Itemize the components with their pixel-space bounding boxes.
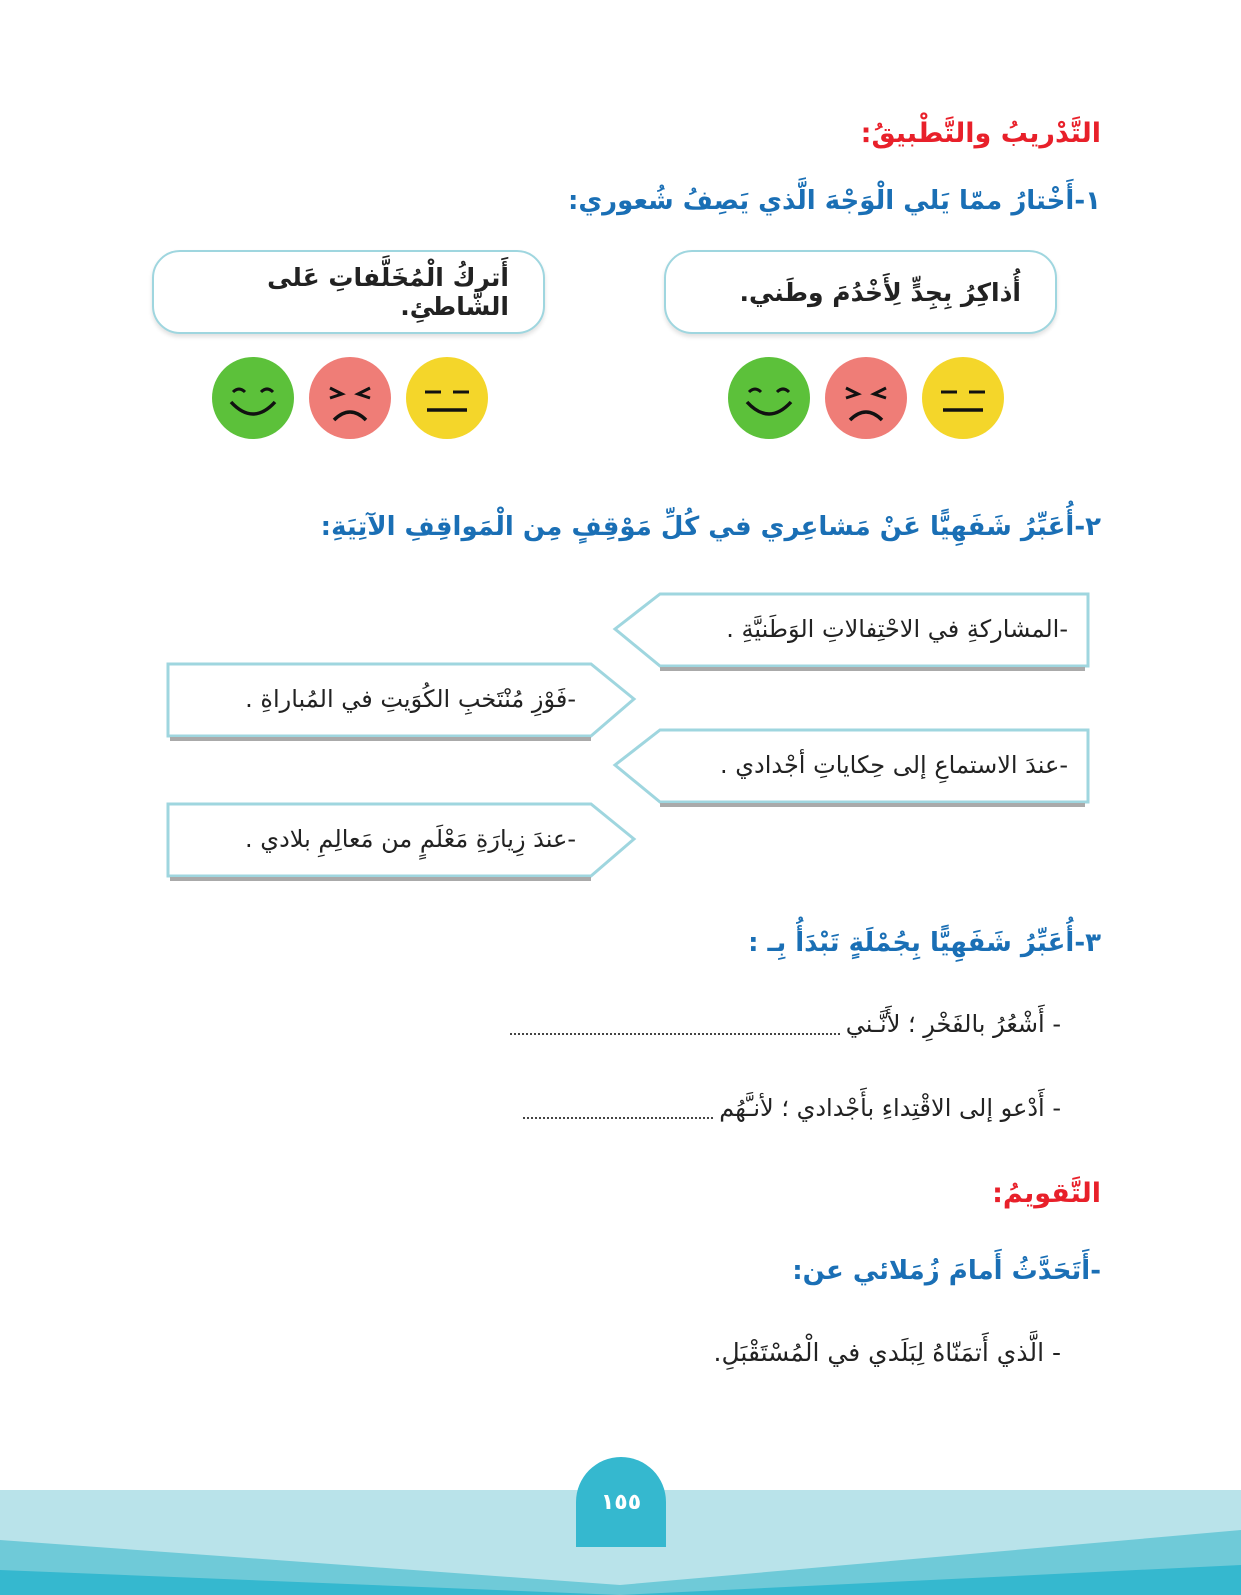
page-number: ١٥٥ (576, 1457, 666, 1547)
situation-tag-2-text: -فَوْزِ مُنْتَخبِ الكُوَيتِ في المُباراةِ . (245, 685, 576, 713)
situation-tag-1 (615, 592, 1090, 672)
happy-face-icon[interactable] (727, 356, 811, 440)
statement-card-2 (152, 250, 545, 334)
question-3-number: ٣- (1074, 928, 1101, 958)
question-1 (568, 186, 1101, 216)
evaluation-prompt: -أَتَحَدَّثُ أَمامَ زُمَلائي عن: (792, 1256, 1101, 1286)
question-2-text: أُعَبِّرُ شَفَهِيًّا عَنْ مَشاعِري في كُلِّ مَوْقِفٍ مِن الْمَواقِفِ الآتِيَةِ: (320, 512, 1075, 542)
statement-card-1 (664, 250, 1057, 334)
sentence-line-1 (510, 1010, 1061, 1038)
question-3-text: أُعَبِّرُ شَفَهِيًّا بِجُمْلَةٍ تَبْدَأُ بِـ : (748, 928, 1075, 958)
question-1-text: أَخْتارُ ممّا يَلي الْوَجْهَ الَّذي يَصِفُ شُعوري: (567, 186, 1075, 216)
sentence-line-2-text: - أَدْعو إلى الاقْتِداءِ بأَجْدادي ؛ لأنـَّهُم (719, 1094, 1061, 1122)
neutral-face-icon[interactable] (405, 356, 489, 440)
situation-tag-4-text: -عندَ زِيارَةِ مَعْلَمٍ من مَعالِمِ بلادي . (245, 825, 576, 853)
face-options-2 (211, 350, 511, 450)
answer-blank-2[interactable] (523, 1099, 713, 1119)
sentence-line-1-text: - أَشْعُرُ بالفَخْرِ ؛ لأَنَّـني (845, 1010, 1061, 1038)
statement-card-2-text: أَتركُ الْمُخَلَّفاتِ عَلى الشّاطئِ. (267, 263, 509, 321)
question-2 (321, 512, 1101, 542)
face-options-1 (727, 350, 1027, 450)
evaluation-line: - الَّذي أَتمَنّاهُ لِبَلَدي في الْمُسْتَقْبَلِ. (713, 1338, 1061, 1367)
sentence-line-2 (523, 1094, 1061, 1122)
situation-tag-2 (166, 662, 636, 742)
situation-tag-4 (166, 802, 636, 882)
question-2-number: ٢- (1074, 512, 1101, 542)
statement-card-1-text: أُذاكِرُ بِجِدٍّ لِأَخْدُمَ وطَني. (739, 277, 1021, 307)
question-1-number: ١- (1074, 186, 1101, 216)
question-3 (748, 928, 1101, 958)
neutral-face-icon[interactable] (921, 356, 1005, 440)
answer-blank-1[interactable] (510, 1015, 840, 1035)
sad-face-icon[interactable] (824, 356, 908, 440)
sad-face-icon[interactable] (308, 356, 392, 440)
happy-face-icon[interactable] (211, 356, 295, 440)
section-title-training: التَّدْريبُ والتَّطْبيقُ: (860, 118, 1101, 149)
situation-tag-3-text: -عندَ الاستماعِ إلى حِكاياتِ أجْدادي . (719, 751, 1068, 779)
situation-tag-3 (615, 728, 1090, 808)
section-title-evaluation: التَّقويمُ: (992, 1178, 1101, 1209)
situation-tag-1-text: -المشاركةِ في الاحْتِفالاتِ الوَطَنيَّةِ . (726, 615, 1068, 643)
